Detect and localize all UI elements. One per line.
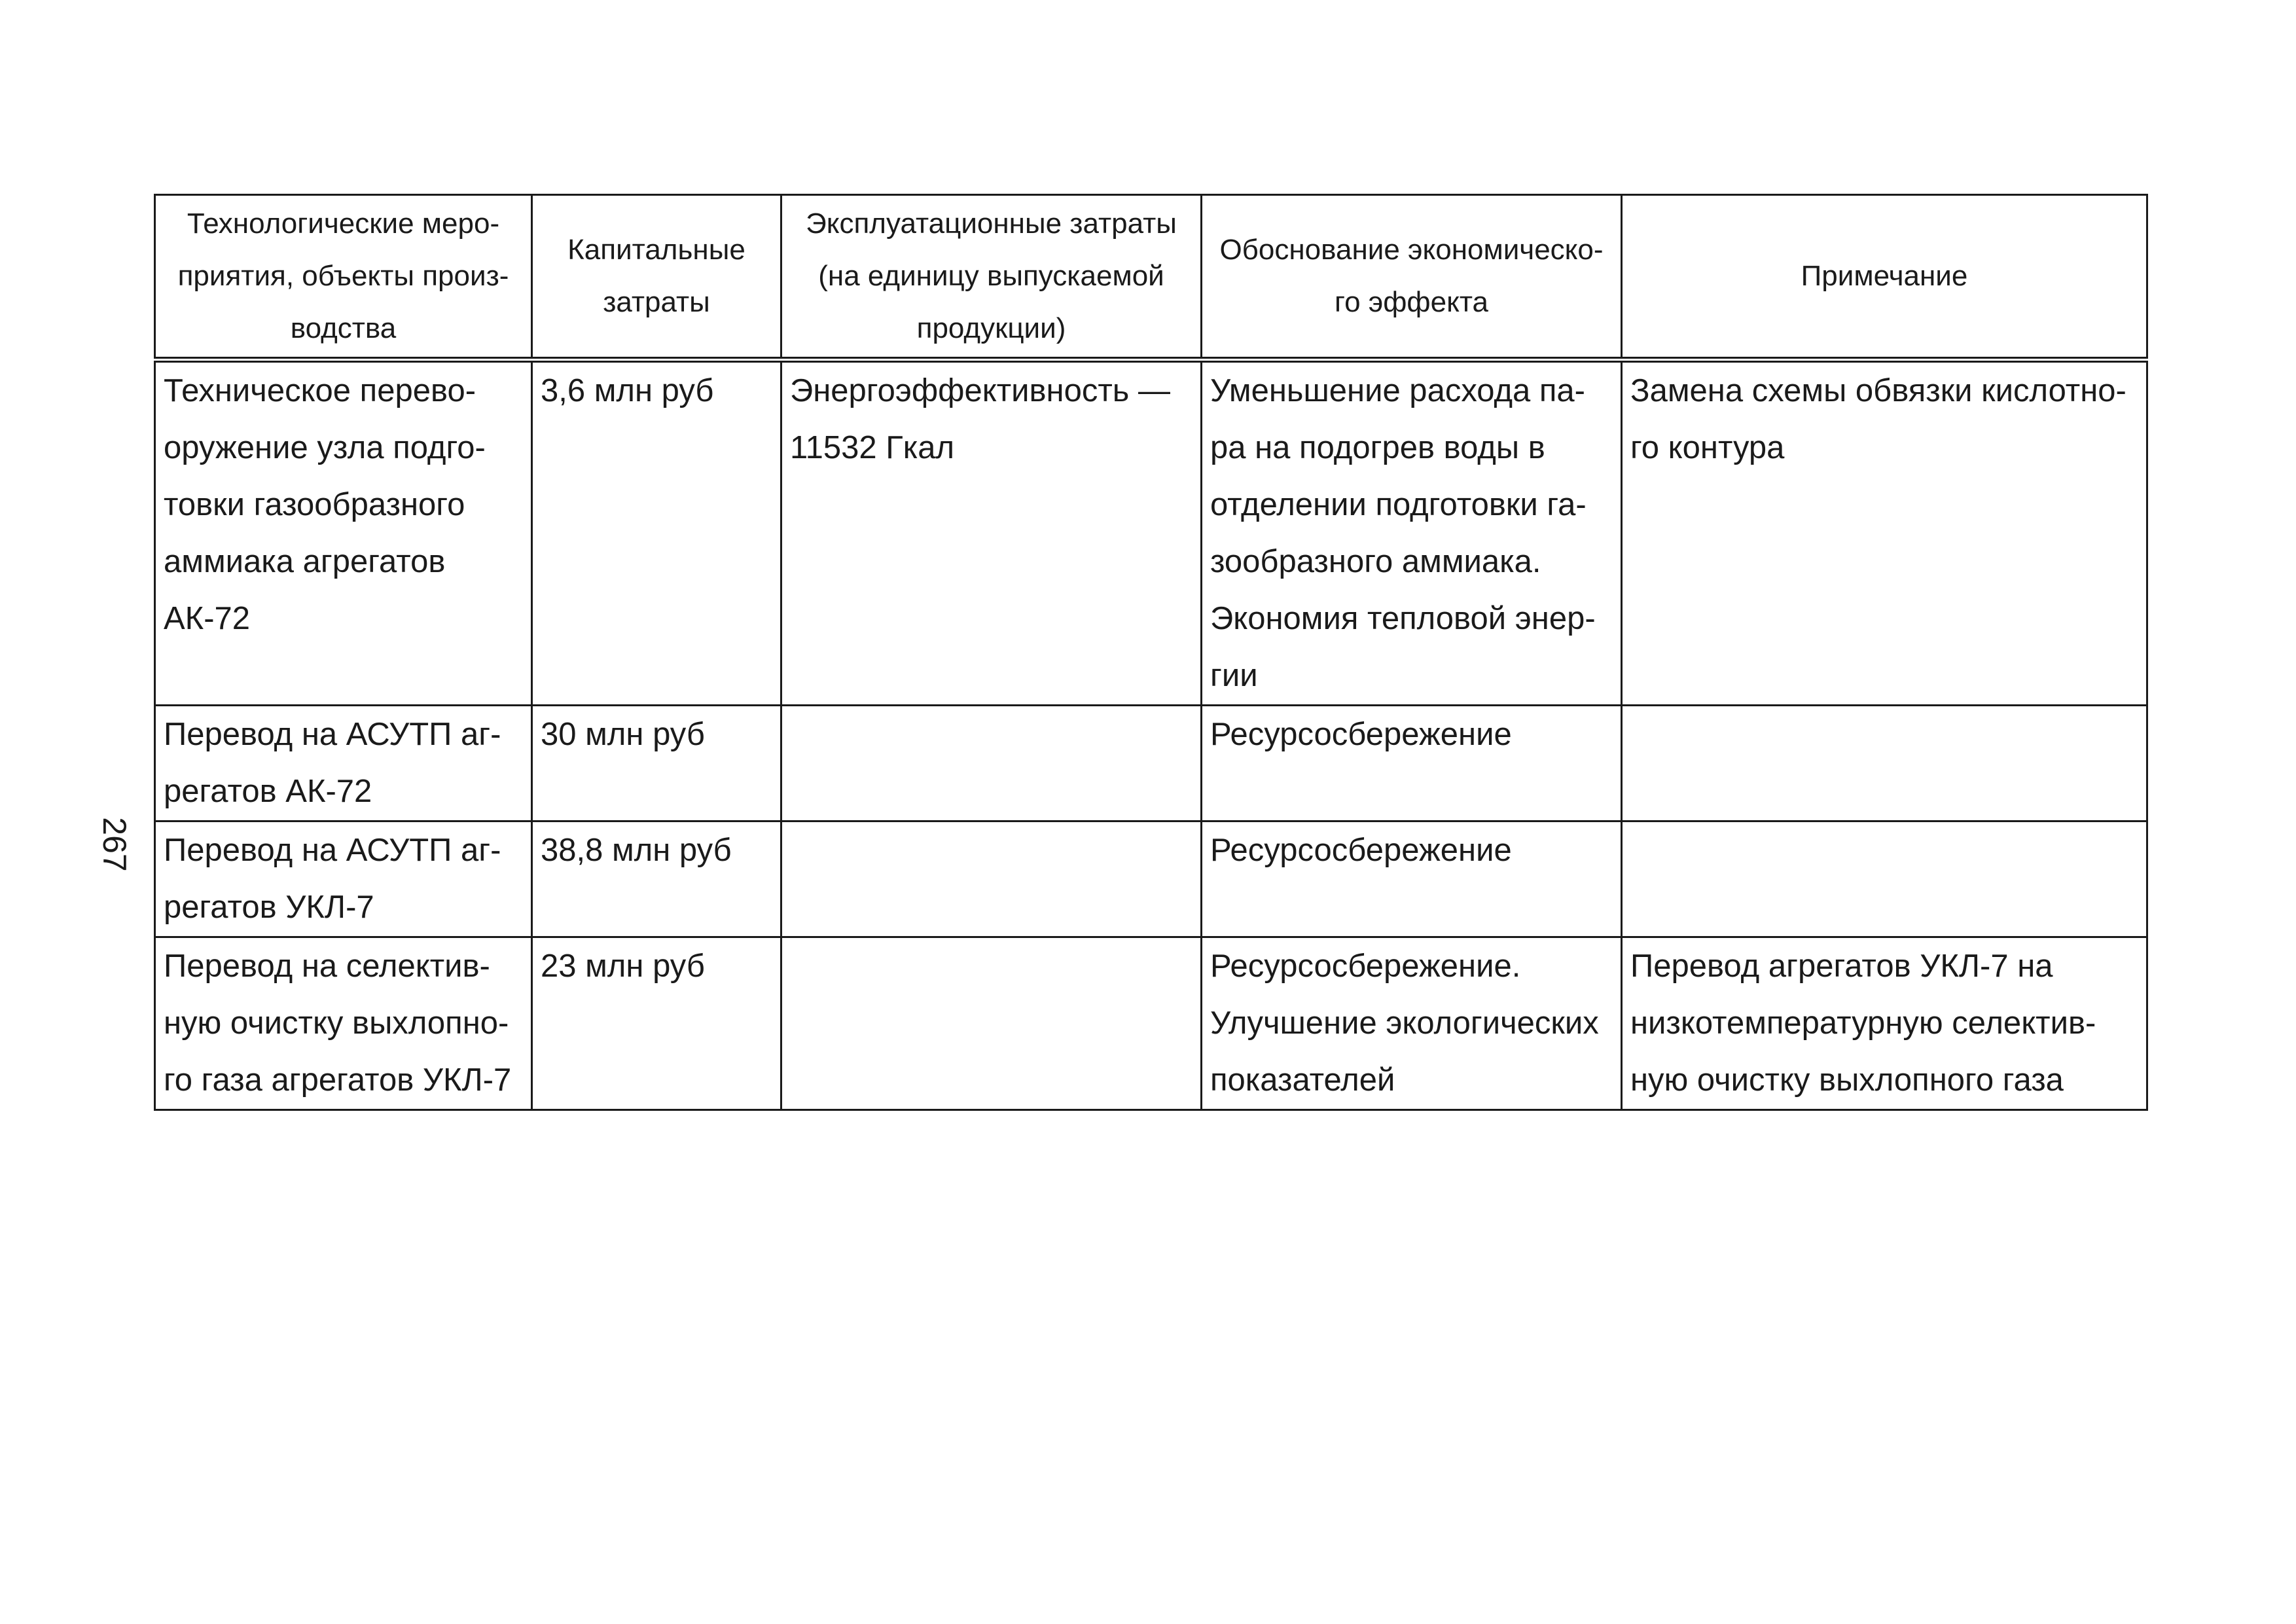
header-line: Капитальные	[567, 234, 745, 266]
cell-operating	[781, 821, 1202, 937]
cell-line: отделении подготовки га-	[1210, 487, 1587, 522]
cell-measure	[155, 706, 532, 821]
cell-line: оружение узла подго-	[164, 430, 486, 465]
cell-note	[1622, 360, 2147, 706]
cell-justification	[1202, 360, 1622, 706]
header-operating-costs	[781, 195, 1202, 360]
cell-line: аммиака агрегатов	[164, 544, 446, 579]
cell-line: Перевод на селектив-	[164, 948, 490, 984]
cell-line: Перевод агрегатов УКЛ-7 на	[1630, 948, 2053, 984]
cell-line: 30 млн руб	[541, 717, 705, 752]
header-line: Примечание	[1801, 260, 1968, 292]
cell-line: го газа агрегатов УКЛ-7	[164, 1062, 512, 1098]
cell-line: ра на подогрев воды в	[1210, 430, 1545, 465]
cell-line: Ресурсосбережение.	[1210, 948, 1521, 984]
table-header-row	[155, 195, 2147, 360]
measures-table	[154, 194, 2148, 1111]
cell-line: товки газообразного	[164, 487, 465, 522]
cell-line: ную очистку выхлопного газа	[1630, 1062, 2064, 1098]
header-line: Обоснование экономическо-	[1219, 234, 1604, 266]
cell-note	[1622, 706, 2147, 821]
header-justification	[1202, 195, 1622, 360]
header-line: затраты	[603, 286, 710, 318]
cell-line: Замена схемы обвязки кислотно-	[1630, 373, 2126, 408]
header-note	[1622, 195, 2147, 360]
cell-line: регатов АК-72	[164, 774, 372, 809]
cell-line: 23 млн руб	[541, 948, 705, 984]
cell-capital	[532, 937, 781, 1110]
cell-line: Ресурсосбережение	[1210, 717, 1512, 752]
cell-operating	[781, 937, 1202, 1110]
cell-measure	[155, 360, 532, 706]
cell-operating	[781, 706, 1202, 821]
cell-line: Экономия тепловой энер-	[1210, 601, 1596, 636]
header-line: Эксплуатационные затраты	[806, 208, 1177, 240]
header-line: приятия, объекты произ-	[177, 260, 509, 292]
cell-note	[1622, 937, 2147, 1110]
cell-line: Уменьшение расхода па-	[1210, 373, 1585, 408]
header-line: продукции)	[916, 312, 1066, 344]
table-row	[155, 706, 2147, 821]
cell-line: го контура	[1630, 430, 1785, 465]
header-line: водства	[290, 312, 397, 344]
cell-capital	[532, 706, 781, 821]
cell-line: Перевод на АСУТП аг-	[164, 833, 501, 868]
cell-line: зообразного аммиака.	[1210, 544, 1541, 579]
cell-capital	[532, 360, 781, 706]
header-capital-costs	[532, 195, 781, 360]
table-row	[155, 937, 2147, 1110]
table-row	[155, 821, 2147, 937]
cell-line: АК-72	[164, 601, 251, 636]
cell-line: Улучшение экологических	[1210, 1005, 1599, 1041]
cell-line: 38,8 млн руб	[541, 833, 732, 868]
cell-justification	[1202, 937, 1622, 1110]
cell-measure	[155, 821, 532, 937]
cell-operating	[781, 360, 1202, 706]
cell-justification	[1202, 706, 1622, 821]
header-line: Технологические меро-	[187, 208, 500, 240]
cell-line: 11532 Гкал	[790, 430, 955, 465]
cell-justification	[1202, 821, 1622, 937]
cell-capital	[532, 821, 781, 937]
cell-line: низкотемпературную селектив-	[1630, 1005, 2096, 1041]
cell-line: Перевод на АСУТП аг-	[164, 717, 501, 752]
cell-line: ную очистку выхлопно-	[164, 1005, 509, 1041]
header-line: го эффекта	[1335, 286, 1488, 318]
cell-line: Ресурсосбережение	[1210, 833, 1512, 868]
cell-measure	[155, 937, 532, 1110]
table-row	[155, 360, 2147, 706]
header-line: (на единицу выпускаемой	[818, 260, 1164, 292]
cell-line: показателей	[1210, 1062, 1395, 1098]
cell-line: Энергоэффективность —	[790, 373, 1170, 408]
cell-line: гии	[1210, 658, 1258, 693]
cell-line: 3,6 млн руб	[541, 373, 714, 408]
cell-line: регатов УКЛ-7	[164, 890, 374, 925]
header-measures	[155, 195, 532, 360]
cell-line: Техническое перево-	[164, 373, 476, 408]
page-number: 267	[96, 817, 133, 872]
cell-note	[1622, 821, 2147, 937]
